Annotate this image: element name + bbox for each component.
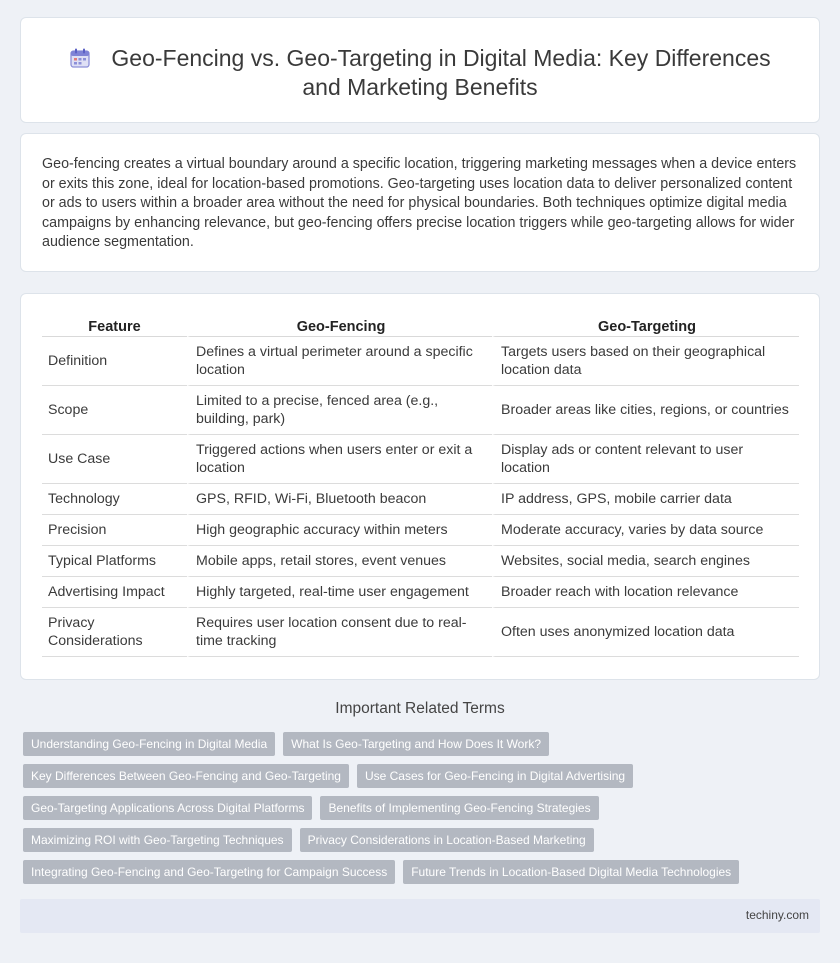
tag-row [23, 860, 813, 884]
table-row [42, 608, 799, 657]
page-title-wrap [51, 44, 789, 102]
geo-targeting-cell: Moderate accuracy, varies by data source [492, 515, 799, 546]
intro-card [20, 133, 820, 272]
related-term-link[interactable]: Use Cases for Geo-Fencing in Digital Advertising [357, 764, 633, 788]
tag-row [23, 764, 813, 788]
feature-cell: Technology [42, 484, 187, 515]
related-term-link[interactable]: Privacy Considerations in Location-Based Marketing [300, 828, 594, 852]
page-title: Geo-Fencing vs. Geo-Targeting in Digital Media: Key Differences and Marketing Benefits [111, 45, 771, 100]
geo-fencing-cell: Limited to a precise, fenced area (e.g., building, park) [187, 386, 492, 435]
header-geo-targeting: Geo-Targeting [492, 317, 799, 337]
geo-targeting-cell: Targets users based on their geographical location data [492, 337, 799, 386]
intro-paragraph: Geo-fencing creates a virtual boundary around a specific location, triggering marketing messages when a device enters or exits this zone, ideal for location-based promotions. Geo-targeting uses location data to deliver personalized content or ads to users within a broader area without the need for physical boundaries. Both techniques optimize digital media campaigns by enhancing relevance, but geo-fencing offers precise location triggers while geo-targeting allows for wider audience segmentation. [42, 156, 797, 250]
feature-cell: Privacy Considerations [42, 608, 187, 657]
geo-targeting-cell: Display ads or content relevant to user location [492, 435, 799, 484]
feature-cell: Scope [42, 386, 187, 435]
header-feature: Feature [42, 317, 187, 337]
feature-cell: Definition [42, 337, 187, 386]
geo-fencing-cell: Highly targeted, real-time user engagement [187, 577, 492, 608]
related-term-link[interactable]: Maximizing ROI with Geo-Targeting Techniques [23, 828, 292, 852]
geo-targeting-cell: Broader areas like cities, regions, or countries [492, 386, 799, 435]
table-row [42, 435, 799, 484]
table-header-row [42, 317, 799, 337]
title-card [20, 17, 820, 123]
geo-targeting-cell: IP address, GPS, mobile carrier data [492, 484, 799, 515]
geo-targeting-cell: Broader reach with location relevance [492, 577, 799, 608]
table-row [42, 546, 799, 577]
calendar-icon [69, 47, 91, 69]
related-term-link[interactable]: Future Trends in Location-Based Digital Media Technologies [403, 860, 739, 884]
table-row [42, 484, 799, 515]
geo-targeting-cell: Often uses anonymized location data [492, 608, 799, 657]
geo-fencing-cell: Mobile apps, retail stores, event venues [187, 546, 492, 577]
geo-fencing-cell: Defines a virtual perimeter around a specific location [187, 337, 492, 386]
footer-site-link[interactable]: techiny.com [745, 908, 809, 922]
tag-row [23, 732, 813, 756]
table-row [42, 386, 799, 435]
table-row [42, 515, 799, 546]
geo-fencing-cell: High geographic accuracy within meters [187, 515, 492, 546]
tag-row [23, 796, 813, 820]
table-row [42, 577, 799, 608]
header-geo-fencing: Geo-Fencing [187, 317, 492, 337]
related-term-link[interactable]: Understanding Geo-Fencing in Digital Media [23, 732, 275, 756]
geo-fencing-cell: Requires user location consent due to real-time tracking [187, 608, 492, 657]
related-term-link[interactable]: Key Differences Between Geo-Fencing and Geo-Targeting [23, 764, 349, 788]
geo-fencing-cell: Triggered actions when users enter or exit a location [187, 435, 492, 484]
feature-cell: Typical Platforms [42, 546, 187, 577]
comparison-card [20, 293, 820, 680]
geo-targeting-cell: Websites, social media, search engines [492, 546, 799, 577]
tag-row [23, 828, 813, 852]
related-term-link[interactable]: Integrating Geo-Fencing and Geo-Targeting for Campaign Success [23, 860, 395, 884]
related-term-link[interactable]: What Is Geo-Targeting and How Does It Work? [283, 732, 549, 756]
comparison-table [42, 317, 799, 657]
related-term-link[interactable]: Benefits of Implementing Geo-Fencing Strategies [320, 796, 598, 820]
geo-fencing-cell: GPS, RFID, Wi-Fi, Bluetooth beacon [187, 484, 492, 515]
feature-cell: Use Case [42, 435, 187, 484]
feature-cell: Advertising Impact [42, 577, 187, 608]
footer [20, 899, 820, 933]
related-terms-heading: Important Related Terms [335, 700, 505, 717]
feature-cell: Precision [42, 515, 187, 546]
related-term-link[interactable]: Geo-Targeting Applications Across Digital Platforms [23, 796, 312, 820]
related-terms-list [23, 732, 813, 892]
table-row [42, 337, 799, 386]
